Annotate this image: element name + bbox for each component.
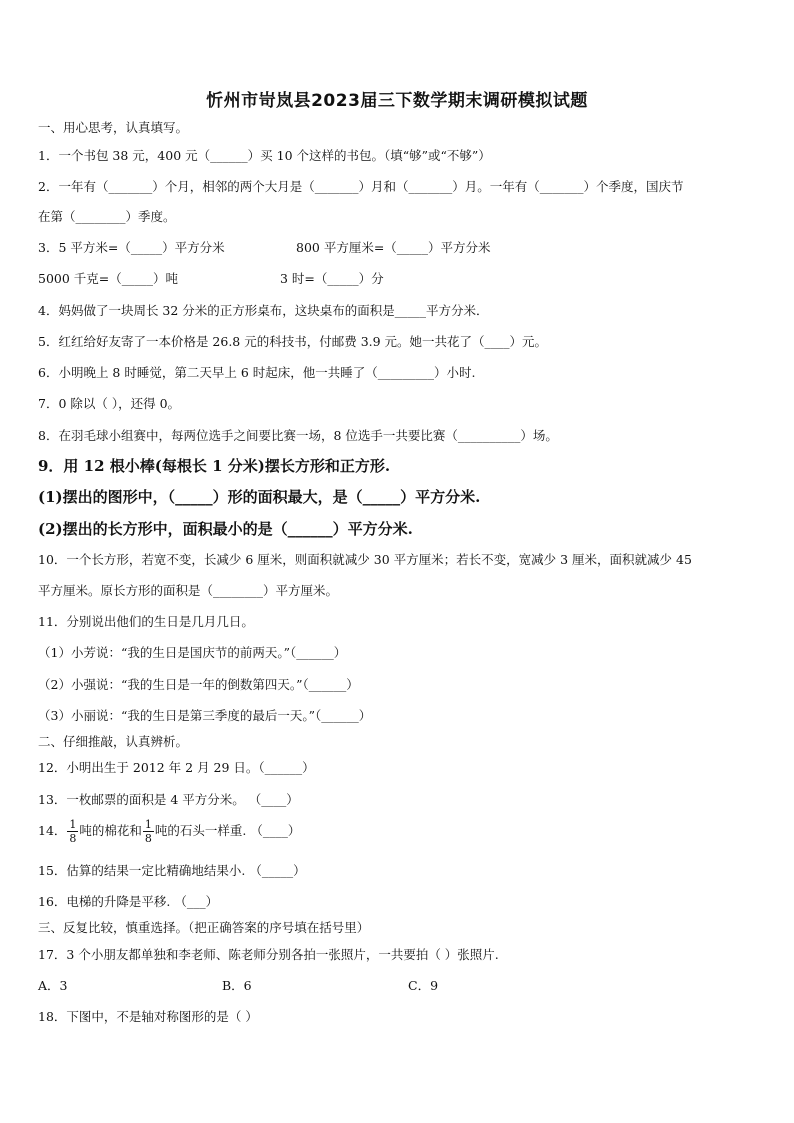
question-11-part-2: （2）小强说：“我的生日是一年的倒数第四天。”（______） xyxy=(38,677,359,692)
question-3-part-d: 3 时=（_____）分 xyxy=(280,271,384,286)
question-3-part-b: 800 平方厘米=（_____）平方分米 xyxy=(296,240,491,255)
question-7: 7．0 除以（ ），还得 0。 xyxy=(38,396,181,411)
question-8: 8．在羽毛球小组赛中，每两位选手之间要比赛一场，8 位选手一共要比赛（__________）场。 xyxy=(38,428,558,443)
option-c: C．9 xyxy=(408,978,439,993)
option-a: A．3 xyxy=(38,978,68,993)
question-2-line-1: 2．一年有（_______）个月，相邻的两个大月是（_______）月和（_______）月。一年有（_______）个季度，国庆节 xyxy=(38,179,684,194)
question-18: 18．下图中，不是轴对称图形的是（ ） xyxy=(38,1009,258,1024)
exam-title: 忻州市岢岚县2023届三下数学期末调研模拟试题 xyxy=(206,91,588,111)
section-2-heading: 二、仔细推敲，认真辨析。 xyxy=(38,734,189,749)
section-1-heading: 一、用心思考，认真填写。 xyxy=(38,120,189,135)
question-11-part-1: （1）小芳说：“我的生日是国庆节的前两天。”（______） xyxy=(38,645,347,660)
fraction-one-eighth xyxy=(67,818,78,845)
question-13: 13．一枚邮票的面积是 4 平方分米。 （____） xyxy=(38,792,299,807)
fraction-denominator: 8 xyxy=(69,832,77,845)
question-14 xyxy=(38,818,300,845)
question-12: 12．小明出生于 2012 年 2 月 29 日。（______） xyxy=(38,760,315,775)
question-9-part-1: (1)摆出的图形中，（_____）形的面积最大，是（_____）平方分米. xyxy=(38,488,481,506)
question-14-text-1: 吨的棉花和 xyxy=(79,823,142,838)
question-16: 16．电梯的升降是平移. （___） xyxy=(38,894,219,909)
section-3-heading: 三、反复比较，慎重选择。（把正确答案的序号填在括号里） xyxy=(38,920,370,935)
question-1: 1．一个书包 38 元，400 元（______）买 10 个这样的书包。（填“够”或“不够”） xyxy=(38,148,491,163)
question-10-line-2: 平方厘米。原长方形的面积是（________）平方厘米。 xyxy=(38,583,339,598)
question-5: 5．红红给好友寄了一本价格是 26.8 元的科技书，付邮费 3.9 元。她一共花了（____）元。 xyxy=(38,334,548,349)
fraction-numerator: 1 xyxy=(69,818,77,831)
fraction-one-eighth xyxy=(143,818,154,845)
question-14-number: 14． xyxy=(38,823,67,838)
question-15: 15．估算的结果一定比精确地结果小. （_____） xyxy=(38,863,306,878)
fraction-numerator: 1 xyxy=(144,818,152,831)
question-11: 11．分别说出他们的生日是几月几日。 xyxy=(38,614,254,629)
option-b: B．6 xyxy=(222,978,252,993)
question-14-text-2: 吨的石头一样重. （____） xyxy=(154,823,301,838)
question-4: 4．妈妈做了一块周长 32 分米的正方形桌布，这块桌布的面积是_____平方分米． xyxy=(38,303,489,318)
question-9-part-2: (2)摆出的长方形中，面积最小的是（______）平方分米. xyxy=(38,520,413,538)
question-10-line-1: 10．一个长方形，若宽不变，长减少 6 厘米，则面积就减少 30 平方厘米；若长不变，宽减少 3 厘米，面积就减少 45 xyxy=(38,552,692,567)
question-9: 9．用 12 根小棒(每根长 1 分米)摆长方形和正方形. xyxy=(38,457,391,475)
question-3-part-c: 5000 千克=（_____）吨 xyxy=(38,271,179,286)
question-2-line-2: 在第（________）季度。 xyxy=(38,209,176,224)
question-11-part-3: （3）小丽说：“我的生日是第三季度的最后一天。”（______） xyxy=(38,708,372,723)
question-6: 6．小明晚上 8 时睡觉，第二天早上 6 时起床，他一共睡了（_________）小时. xyxy=(38,365,476,380)
question-3-part-a: 3．5 平方米=（_____）平方分米 xyxy=(38,240,225,255)
fraction-denominator: 8 xyxy=(144,832,152,845)
question-17: 17．3 个小朋友都单独和李老师、陈老师分别各拍一张照片，一共要拍（ ）张照片. xyxy=(38,947,499,962)
